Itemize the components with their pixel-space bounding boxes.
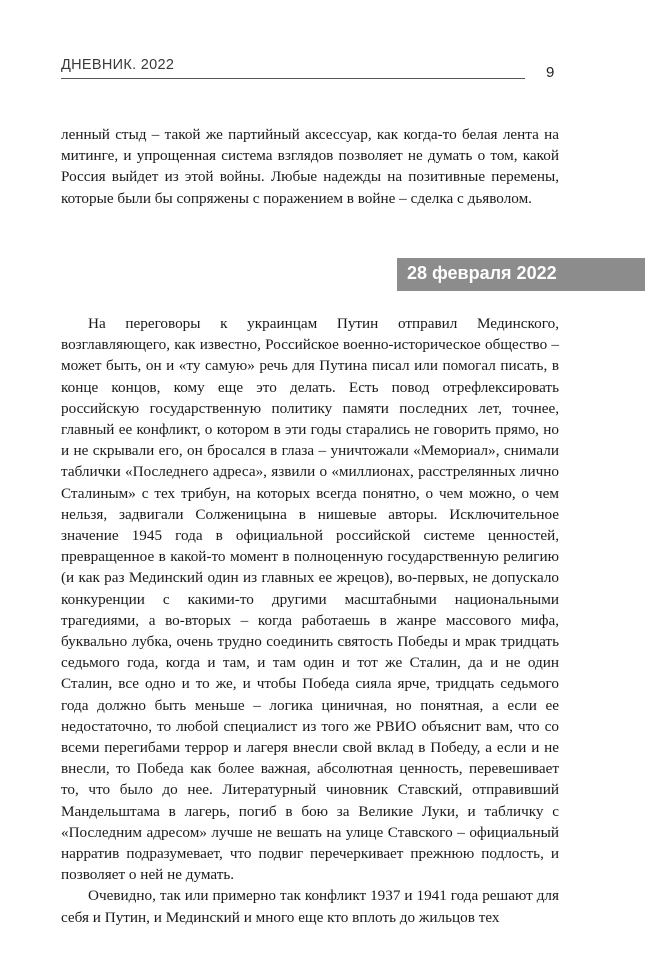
continuation-paragraph: ленный стыд – такой же партийный аксессуар, как когда-то белая лента на митинге, и упрощенная система взглядов позволяет не думать о том, какой Россия выйдет из этой войны. Любые надежды на позитивные перемены, которые были бы сопряжены с поражением в войне – сделка с дьяволом. (61, 126, 559, 207)
entry-paragraph: Очевидно, так или примерно так конфликт 1937 и 1941 года решают для себя и Путин, и Мединский и много еще кто вплоть до жильцов тех (61, 887, 559, 926)
entry-date: 28 февраля 2022 (407, 263, 557, 283)
diary-entry (61, 313, 559, 928)
entry-paragraph: На переговоры к украинцам Путин отправил Мединского, возглавляющего, как известно, Российское военно-историческое общество – может быть, он и «ту самую» речь для Путина писал или помогал писать, в конце концов, кому еще это делать. Есть повод отрефлексировать российскую государственную политику памяти последних лет, точнее, главный ее конфликт, о котором в эти годы старались не говорить прямо, но и не скрывали его, он бросался в глаза – уничтожали «Мемориал», снимали таблички «Последнего адреса», язвили о «миллионах, расстрелянных лично Сталиным» с тех трибун, на которых всегда понятно, о чем можно, о чем нельзя, задвигали Солженицына в нишевые авторы. Исключительное значение 1945 года в официальной российской системе ценностей, превращенное в какой-то момент в полноценную государственную религию (и как раз Мединский один из главных ее жрецов), во-первых, не допускало конкуренции с какими-то другими масштабными национальными трагедиями, а во-вторых – когда работаешь в жанре массового мифа, буквально лубка, очень трудно соединить святость Победы и мрак тридцать седьмого года, когда и там, и там один и тот же Сталин, да и не один Сталин, все одно и то же, и чтобы Победа сияла ярче, тридцать седьмого года должно быть меньше – логика циничная, но понятная, а если ее недостаточно, то любой специалист из того же РВИО объяснит вам, что со всеми перегибами террор и лагеря внесли свой вклад в Победу, а если и не внесли, то Победа как более важная, абсолютная ценность, перевешивает то, что было до нее. Литературный чиновник Ставский, отправивший Мандельштама в лагерь, погиб в бою за Великие Луки, и табличку с «Последним адресом» лучше не вешать на улице Ставского – официальный нарратив подразумевает, что подвиг перечеркивает прежнюю подлость, и позволяет о ней не думать. (61, 315, 559, 884)
page-number: 9 (546, 64, 555, 81)
running-title: ДНЕВНИК. 2022 (61, 57, 175, 73)
date-banner (397, 258, 645, 291)
header-rule (61, 78, 525, 79)
